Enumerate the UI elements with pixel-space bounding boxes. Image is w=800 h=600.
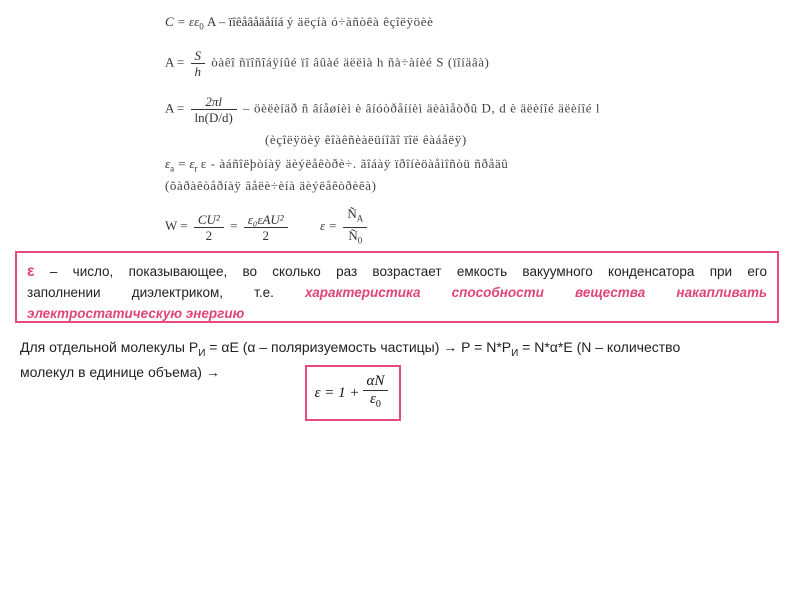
molecule-text-a: Для отдельной молекулы P — [20, 339, 199, 355]
formula-lhs: ε — [165, 156, 171, 171]
fraction-numerator: ε₀εAU² — [244, 212, 288, 228]
formula-lhs: A = — [165, 100, 185, 116]
fraction — [191, 94, 237, 125]
molecule-line-1 — [20, 338, 780, 363]
formula-permittivity — [165, 156, 508, 177]
formula-lhs: W = — [165, 218, 188, 234]
definition-line-1 — [27, 261, 767, 282]
definition-box — [15, 251, 779, 323]
fraction-denominator: h — [194, 64, 202, 79]
molecule-text-c: = N*α*E (N – количество — [518, 339, 681, 355]
definition-line-3 — [27, 303, 767, 324]
result-formula-box — [305, 365, 401, 421]
formula-mid: A – ïîêåâåäåííá — [206, 14, 284, 29]
result-denominator — [363, 391, 389, 413]
formula-lhs: C = εε — [165, 14, 200, 29]
subscript-i: И — [198, 347, 206, 359]
fraction-denominator: 2 — [205, 227, 213, 243]
numerator-subscript: A — [356, 213, 364, 224]
fraction — [244, 212, 288, 243]
fraction — [194, 212, 224, 243]
definition-text-2: заполнении диэлектриком, т.е. — [27, 285, 305, 300]
molecule-line-2: молекул в единице объема) → — [20, 363, 220, 380]
definition-emphasis-1: характеристика способности вещества накапливать — [304, 285, 767, 300]
formula-lhs: A = — [165, 54, 185, 70]
fraction-denominator — [343, 228, 367, 249]
formula-description: – öèëèíäð ñ âíåøíèì è âíóòðåííèì äèàìåòðû D, d è äëèíîé äëèíîé l — [243, 100, 601, 116]
fraction-denominator: ln(D/d) — [194, 110, 233, 125]
denominator-text: Ñ — [348, 227, 358, 243]
definition-text-1: – число, показывающее, во сколько раз возрастает емкость вакуумного конденсатора при его — [34, 264, 767, 279]
formula-area-flat — [165, 48, 490, 79]
fraction-numerator: 2πl — [191, 94, 237, 110]
subscript-i: И — [511, 347, 519, 359]
result-lhs: ε = 1 + — [314, 384, 360, 401]
formula-subscript: r — [194, 163, 198, 174]
definition-emphasis-2: электростатическую энергию — [27, 306, 245, 321]
formula-note-dielectric: (õàðàêòåðíàÿ âåëè÷èíà äèýëåêòðèêà) — [165, 178, 377, 193]
formula-area-cylinder — [165, 94, 600, 125]
formula-note-cable: (èçîëÿöèÿ êîàêñèàëüíîãî ïîë êàáåëÿ) — [265, 132, 467, 147]
result-denominator-text: ε — [369, 391, 376, 407]
formula-subscript: a — [170, 163, 175, 174]
fraction-denominator: 2 — [262, 227, 269, 243]
formula-mid: = ε — [174, 156, 195, 171]
numerator-text: Ñ — [347, 206, 357, 221]
molecule-text-b: = αE (α – поляризуемость частицы) → P = N*P — [205, 339, 512, 355]
formula-description: òàêî ñïîñîáÿíûé ïî âûàé äëëìà h ñà÷àíèé S (ïîíäâà) — [211, 54, 490, 70]
formula-energy — [165, 206, 370, 248]
epsilon-symbol: ε — [27, 263, 35, 280]
fraction-numerator — [343, 206, 367, 228]
result-fraction — [363, 373, 389, 413]
fraction-numerator: S — [191, 48, 206, 64]
formula-capacitance — [165, 14, 433, 35]
formula-epsilon: ε = — [319, 218, 338, 234]
result-denominator-subscript: 0 — [375, 399, 381, 410]
definition-line-2 — [27, 282, 767, 303]
fraction — [191, 48, 206, 79]
denominator-subscript: 0 — [357, 235, 363, 246]
fraction — [343, 206, 367, 248]
formula-description: ε - àáñîëþòíàÿ äèýëåêòðè÷. ãîáàÿ ïðîíèöàåìîñòü ñðåäû — [200, 156, 509, 171]
fraction-numerator: CU² — [194, 212, 224, 228]
formula-subscript: 0 — [199, 21, 204, 32]
formula-description: ý äëçíà ó÷àñòêà êçîëÿöèè — [286, 14, 434, 29]
result-numerator: αN — [363, 373, 389, 391]
equals-sign: = — [230, 218, 238, 234]
